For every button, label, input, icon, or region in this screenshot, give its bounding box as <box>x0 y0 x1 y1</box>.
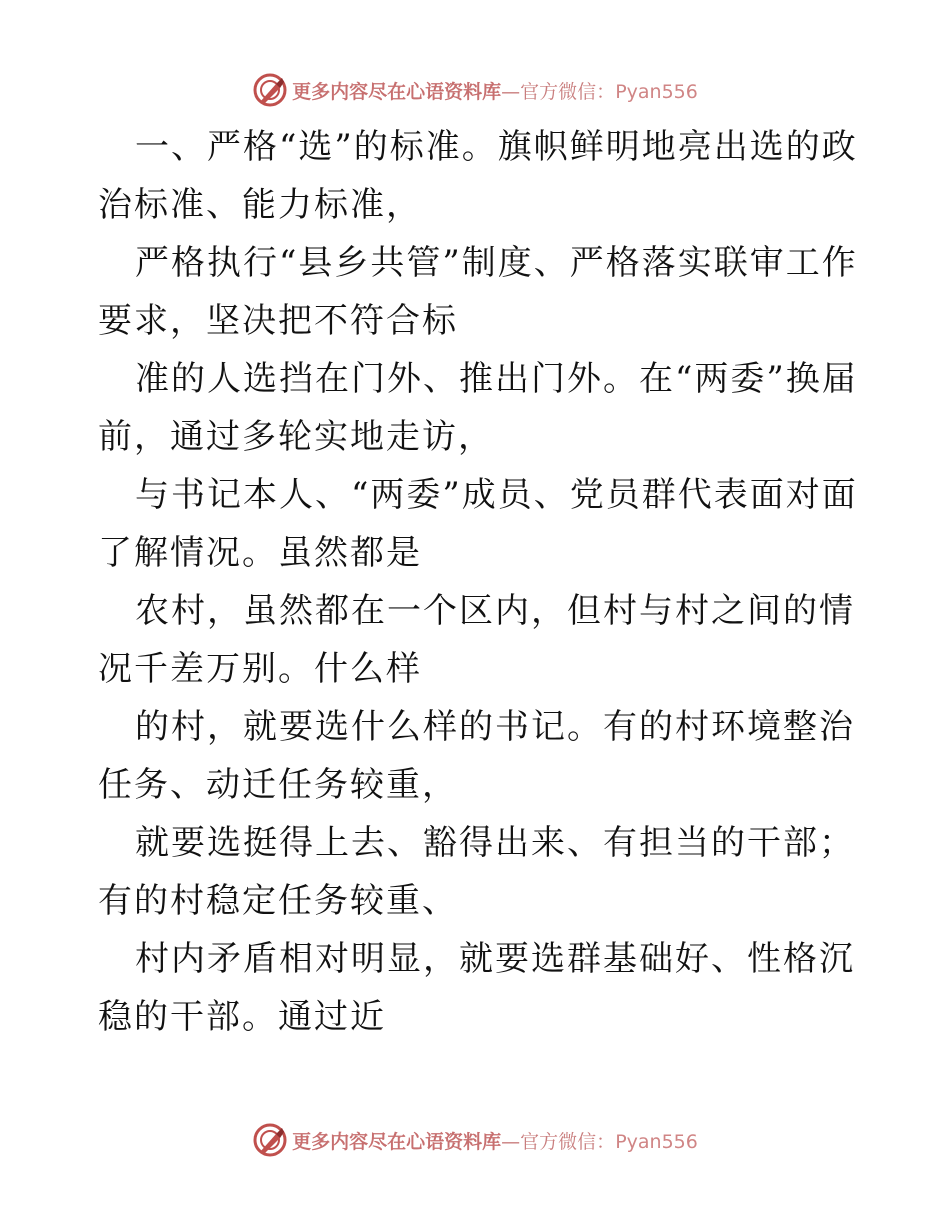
paragraph: 一、严格“选”的标准。旗帜鲜明地亮出选的政治标准、能力标准， <box>98 127 858 225</box>
pen-logo-icon <box>252 72 288 108</box>
paragraph: 的村，就要选什么样的书记。有的村环境整治任务、动迁任务较重， <box>98 707 855 805</box>
paragraph: 与书记本人、“两委”成员、党员群代表面对面了解情况。虽然都是 <box>98 475 858 573</box>
paragraph: 准的人选挡在门外、推出门外。在“两委”换届前，通过多轮实地走访， <box>98 359 858 457</box>
watermark-text: 更多内容尽在心语资料库—官方微信：Pyan556 <box>292 80 698 103</box>
document-body <box>98 118 858 1046</box>
paragraph: 就要选挺得上去、豁得出来、有担当的干部；有的村稳定任务较重、 <box>98 823 855 921</box>
watermark-text: 更多内容尽在心语资料库—官方微信：Pyan556 <box>292 1130 698 1153</box>
header-watermark <box>0 70 950 110</box>
footer-watermark <box>0 1120 950 1160</box>
paragraph: 严格执行“县乡共管”制度、严格落实联审工作要求，坚决把不符合标 <box>98 243 858 341</box>
paragraph: 村内矛盾相对明显，就要选群基础好、性格沉稳的干部。通过近 <box>98 939 855 1037</box>
paragraph: 农村，虽然都在一个区内，但村与村之间的情况千差万别。什么样 <box>98 591 855 689</box>
pen-logo-icon <box>252 1122 288 1158</box>
